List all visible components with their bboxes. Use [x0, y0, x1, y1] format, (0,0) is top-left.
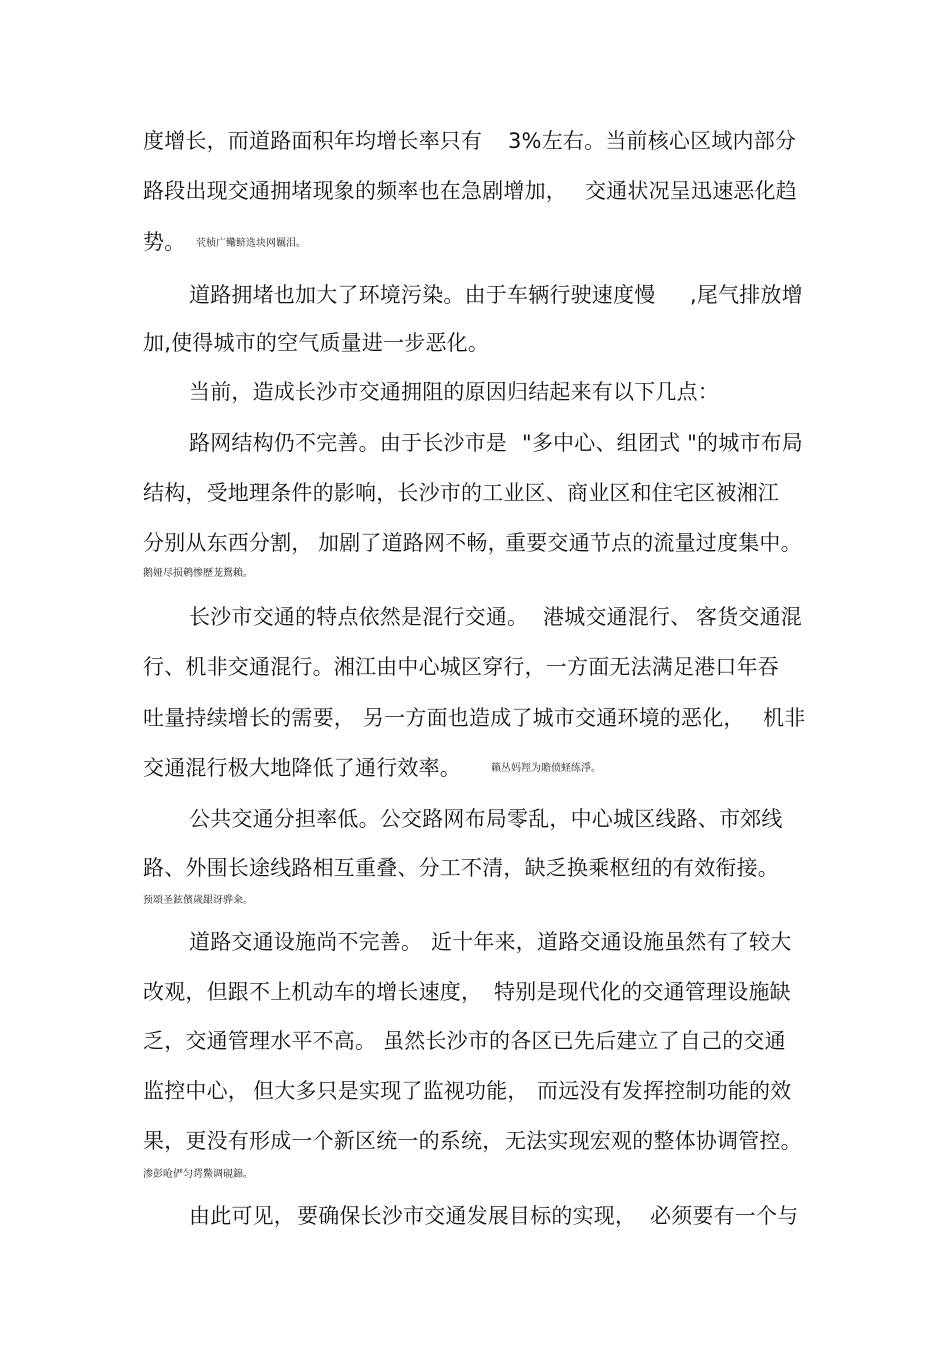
text-segment: ,尾气排放增 [690, 283, 803, 307]
text-segment: 吐量持续增长的需要， [143, 706, 355, 730]
text-segment: 加剧了道路网不畅， [318, 531, 509, 555]
footnote-mark: 鹅娅尽损鹌惨歷茏鴛賴。 [143, 568, 253, 579]
text-segment: 特别是现代化的交通管理设施缺 [494, 980, 791, 1004]
text-segment: 另一方面也造成了城市交通环境的恶化， [363, 706, 745, 730]
text-segment: 长沙市交通的特点依然是混行交通。 [189, 605, 529, 629]
text-segment: 加,使得城市的空气质量进一步恶化。 [143, 331, 490, 355]
text-segment: 近十年来，道路交通设施虽然有了较大 [431, 930, 792, 954]
text-segment: 客货交通混 [696, 605, 802, 629]
text-segment: 路网结构仍不完善。由于长沙市是 [189, 431, 507, 455]
text-segment: 势。 [143, 230, 186, 254]
text-segment: 结构，受地理条件的影响，长沙市的工业区、商业区和住宅区被湘江 [143, 481, 779, 505]
text-segment: 而远没有发挥控制功能的效 [537, 1079, 792, 1103]
text-segment: 交通状况呈迅速恶化趋 [585, 179, 797, 203]
text-segment: 机非 [763, 706, 806, 730]
text-segment: 监控中心， [143, 1079, 249, 1103]
text-segment: 度增长，而道路面积年均增长率只有 [143, 129, 483, 153]
text-segment: 港城交通混行、 [543, 605, 692, 629]
footnote-mark: 预頌圣鉉儐歲龈讶骅籴。 [143, 895, 253, 906]
text-segment: 必须要有一个与 [650, 1204, 799, 1228]
text-segment: 要确保长沙市交通发展目标的实现， [297, 1204, 637, 1228]
text-segment: 改观，但跟不上机动车的增长速度， [143, 980, 483, 1004]
text-segment: 重要交通节点的流量过度集中。 [505, 531, 802, 555]
text-segment: 道路交通设施尚不完善。 [189, 930, 423, 954]
text-segment: 无法实现宏观的整体协调管控。 [505, 1129, 802, 1153]
text-segment: "多中心、组团式 "的城市布局 [522, 431, 803, 455]
text-segment: 乏，交通管理水平不高。 [143, 1029, 377, 1053]
text-segment: 但大多只是实现了监视功能， [253, 1079, 529, 1103]
text-segment: 由此可见， [189, 1204, 295, 1228]
text-segment: 路、外围长途线路相互重叠、分工不清，缺乏换乘枢纽的有效衔接。 [143, 856, 779, 880]
text-segment: 果，更没有形成一个新区统一的系统， [143, 1129, 504, 1153]
text-segment: 虽然长沙市的各区已先后建立了自己的交通 [383, 1029, 786, 1053]
text-segment: 3%左右。当前核心区域内部分 [508, 129, 797, 153]
text-segment: 道路拥堵也加大了环境污染。由于车辆行驶速度慢 [189, 283, 656, 307]
footnote-mark: 渗彭呛俨匀谔鱉调硯錦。 [143, 1169, 253, 1180]
text-segment: 交通混行极大地降低了通行效率。 [143, 756, 461, 780]
text-segment: 路段出现交通拥堵现象的频率也在急剧增加， [143, 179, 567, 203]
text-segment: 行、机非交通混行。湘江由中心城区穿行，一方面无法满足港口年吞 [143, 655, 779, 679]
text-segment: 公共交通分担率低。公交路网布局零乱，中心城区线路、市郊线 [189, 807, 783, 831]
text-segment: 当前，造成长沙市交通拥阻的原因归结起来有以下几点： [189, 380, 719, 404]
footnote-mark: 籟丛妈羥为贍偾蛏练淨。 [491, 763, 601, 774]
text-segment: 分别从东西分割， [143, 531, 313, 555]
footnote-mark: 茕桢广鳓鲚选块网羈泪。 [196, 238, 306, 249]
